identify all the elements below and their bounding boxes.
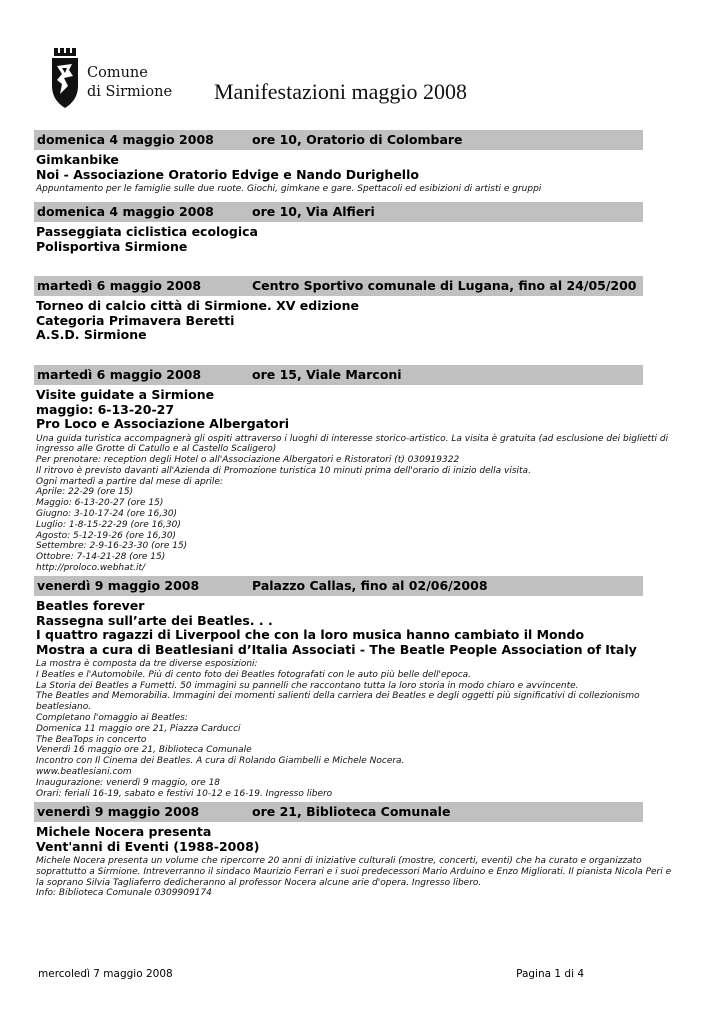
event-description bbox=[34, 432, 669, 574]
event-header-bar bbox=[34, 202, 643, 222]
event-date: domenica 4 maggio 2008 bbox=[37, 132, 214, 147]
page-header bbox=[0, 0, 724, 125]
description-line: Il ritrovo è previsto davanti all'Azienda di Promozione turistica 10 minuti prima dell'orario di inizio della visita. bbox=[36, 465, 531, 476]
logo-text-sirmione: di Sirmione bbox=[87, 84, 173, 100]
description-line: Ottobre: 7-14-21-28 (ore 15) bbox=[36, 552, 166, 563]
event-titles bbox=[34, 296, 643, 343]
description-line: Agosto: 5-12-19-26 (ore 16,30) bbox=[36, 530, 177, 541]
description-line: la soprano Silvia Tagliaferro dedicheranno al professor Nocera alcune arie d'opera. Ingresso libero. bbox=[36, 877, 482, 888]
description-line: Inaugurazione: venerdì 9 maggio, ore 18 bbox=[36, 777, 221, 788]
event-date: martedì 6 maggio 2008 bbox=[37, 278, 202, 293]
description-line: Aprile: 22-29 (ore 15) bbox=[36, 487, 134, 498]
event-description bbox=[34, 657, 643, 799]
description-line: beatlesiano. bbox=[36, 702, 92, 713]
event-titles bbox=[34, 222, 643, 254]
description-line: Venerdì 16 maggio ore 21, Biblioteca Comunale bbox=[36, 745, 252, 756]
event-place: ore 21, Biblioteca Comunale bbox=[252, 804, 451, 819]
event-header-bar bbox=[34, 130, 643, 150]
event-title: Beatles forever bbox=[36, 598, 145, 613]
event-subtitle: Categoria Primavera Beretti bbox=[36, 312, 235, 328]
event-titles bbox=[34, 385, 643, 432]
event-organizer: Pro Loco e Associazione Albergatori bbox=[36, 416, 290, 431]
event-description bbox=[34, 182, 643, 195]
event-place: Palazzo Callas, fino al 02/06/2008 bbox=[252, 578, 488, 593]
event-place: ore 10, Oratorio di Colombare bbox=[252, 132, 463, 147]
description-line: Per prenotare: reception degli Hotel o all'Associazione Albergatori e Ristoratori (t) 030919322 bbox=[36, 455, 460, 466]
event-header-bar bbox=[34, 802, 643, 822]
description-line: Settembre: 2-9-16-23-30 (ore 15) bbox=[36, 541, 188, 552]
description-line: Info: Biblioteca Comunale 0309909174 bbox=[36, 888, 212, 899]
event-date: domenica 4 maggio 2008 bbox=[37, 204, 214, 219]
event-subtitle: I quattro ragazzi di Liverpool che con la loro musica hanno cambiato il Mondo bbox=[36, 627, 585, 642]
event-subtitle: Vent'anni di Eventi (1988-2008) bbox=[36, 838, 260, 854]
event-titles bbox=[34, 150, 643, 182]
event-subtitle: Rassegna sull’arte dei Beatles. . . bbox=[36, 612, 273, 628]
event-date: venerdì 9 maggio 2008 bbox=[37, 804, 200, 819]
description-line: The Beatles and Memorabilia. Immagini dei momenti salienti della carriera dei Beatles e degli oggetti più significativi di collezionismo bbox=[36, 691, 640, 702]
logo-text-comune: Comune bbox=[87, 65, 148, 81]
event-description bbox=[34, 854, 672, 899]
event-header-bar bbox=[34, 576, 643, 596]
description-line: Domenica 11 maggio ore 21, Piazza Carducci bbox=[36, 723, 241, 734]
event-header-bar bbox=[34, 365, 643, 385]
description-line: Giugno: 3-10-17-24 (ore 16,30) bbox=[36, 509, 178, 520]
event-titles bbox=[34, 596, 643, 657]
event-place: ore 15, Viale Marconi bbox=[252, 367, 402, 382]
event-place: Centro Sportivo comunale di Lugana, fino al 24/05/200 bbox=[252, 278, 637, 293]
event-date: venerdì 9 maggio 2008 bbox=[37, 578, 200, 593]
description-line: Orari: feriali 16-19, sabato e festivi 10-12 e 16-19. Ingresso libero bbox=[36, 788, 333, 799]
event-subtitle: maggio: 6-13-20-27 bbox=[36, 401, 175, 417]
events-list bbox=[34, 130, 672, 902]
event-entry bbox=[34, 276, 643, 365]
description-line: The BeaTops in concerto bbox=[36, 734, 147, 745]
description-line: Luglio: 1-8-15-22-29 (ore 16,30) bbox=[36, 519, 181, 530]
event-organizer: Polisportiva Sirmione bbox=[36, 238, 188, 254]
event-header-bar bbox=[34, 276, 643, 296]
event-title: Torneo di calcio città di Sirmione. XV edizione bbox=[36, 298, 360, 313]
page-number: Pagina 1 di 4 bbox=[516, 968, 584, 980]
event-date: martedì 6 maggio 2008 bbox=[37, 367, 202, 382]
description-line: I Beatles e l'Automobile. Più di cento foto dei Beatles fotografati con le auto più belle dell'epoca. bbox=[36, 669, 472, 680]
page-title: Manifestazioni maggio 2008 bbox=[214, 79, 467, 104]
event-organizer: Mostra a cura di Beatlesiani d’Italia Associati - The Beatle People Association of Italy bbox=[36, 641, 637, 657]
event-place: ore 10, Via Alfieri bbox=[252, 204, 375, 219]
description-link: http://proloco.webhat.it/ bbox=[36, 563, 146, 574]
event-entry bbox=[34, 202, 643, 276]
description-line: Completano l'omaggio ai Beatles: bbox=[36, 712, 188, 723]
event-title: Visite guidate a Sirmione bbox=[36, 387, 215, 402]
event-entry bbox=[34, 576, 643, 802]
event-entry bbox=[34, 365, 669, 576]
event-titles bbox=[34, 822, 643, 854]
description-line: Michele Nocera presenta un volume che ripercorre 20 anni di iniziative culturali (mostre, concerti, eventi) che ha curato e organizzato bbox=[36, 856, 642, 866]
description-line: La mostra è composta da tre diverse esposizioni: bbox=[36, 659, 258, 669]
footer-date: mercoledì 7 maggio 2008 bbox=[38, 968, 173, 980]
description-line: Ogni martedì a partire dal mese di aprile: bbox=[36, 476, 223, 487]
description-line: La Storia dei Beatles a Fumetti. 50 immagini su pannelli che raccontano tutta la loro storia in modo chiaro e avvincente. bbox=[36, 680, 579, 691]
description-line: soprattutto a Sirmione. Intreverranno il sindaco Maurizio Ferrari e i suoi predecessori Mario Arduino e Enzo Migliorati. Il pianista Nicola Peri e bbox=[36, 866, 672, 877]
description-line: ingresso alle Grotte di Catullo e al Castello Scaligero) bbox=[36, 444, 277, 455]
description-line: Una guida turistica accompagnerà gli ospiti attraverso i luoghi di interesse storico-artistico. La visita è gratuita (ad esclusione dei biglietti di bbox=[36, 433, 669, 444]
event-title: Gimkanbike bbox=[36, 152, 119, 167]
event-organizer: A.S.D. Sirmione bbox=[36, 327, 147, 342]
description-link: www.beatlesiani.com bbox=[36, 766, 132, 777]
event-title: Passeggiata ciclistica ecologica bbox=[36, 224, 258, 239]
event-title: Michele Nocera presenta bbox=[36, 824, 212, 839]
event-entry bbox=[34, 802, 672, 902]
description-line: Appuntamento per le famiglie sulle due ruote. Giochi, gimkane e gare. Spettacoli ed esibizioni di artisti e gruppi bbox=[36, 184, 542, 194]
event-entry bbox=[34, 130, 643, 202]
description-line: Maggio: 6-13-20-27 (ore 15) bbox=[36, 498, 164, 509]
event-organizer: Noi - Associazione Oratorio Edvige e Nando Durighello bbox=[36, 166, 419, 182]
municipal-crest-icon bbox=[50, 46, 80, 110]
description-line: Incontro con Il Cinema dei Beatles. A cura di Rolando Giambelli e Michele Nocera. bbox=[36, 756, 405, 767]
